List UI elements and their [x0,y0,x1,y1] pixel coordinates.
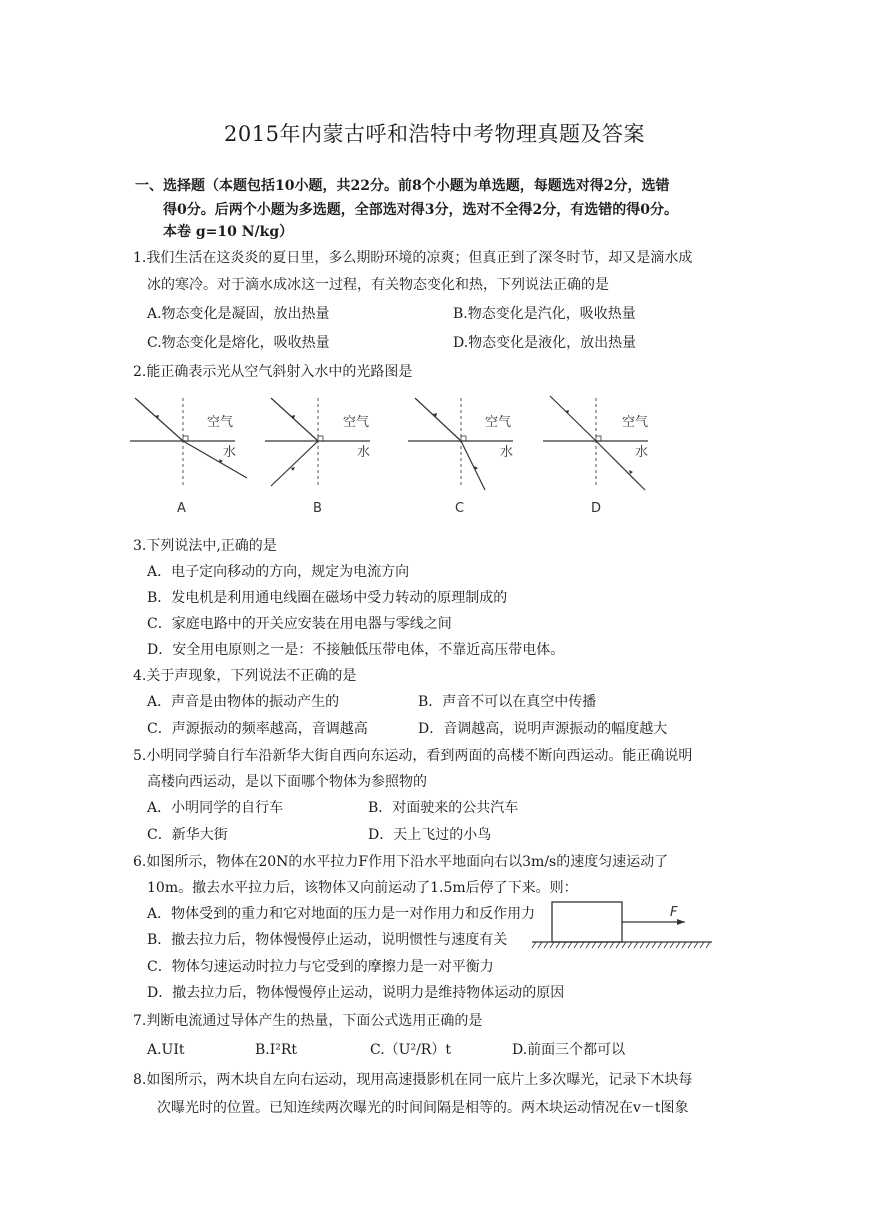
section-header-line-1: 一、选择题（本题包括10小题，共22分。前8个小题为单选题，每题选对得2分，选错 [135,178,670,194]
q6-block-figure [520,896,720,954]
q6-option-d: D．撤去拉力后，物体慢慢停止运动，说明力是维持物体运动的原因 [147,985,565,1001]
q6-stem-line-2: 10m。撤去水平拉力后，该物体又向前运动了1.5m后停了下来。则： [147,880,578,896]
q2-figure-c-air-label: 空气 [485,415,512,430]
q7-option-d: D.前面三个都可以 [512,1042,626,1058]
q6-force-label: F [670,905,678,920]
q7-stem: 7.判断电流通过导体产生的热量，下面公式选用正确的是 [133,1013,483,1029]
q2-figure-a-water-label: 水 [223,445,237,460]
q5-stem-line-2: 高楼向西运动，是以下面哪个物体为参照物的 [147,774,427,790]
q4-stem: 4.关于声现象，下列说法不正确的是 [133,668,357,684]
q2-figure-d-label: D [591,501,602,516]
q7-option-a: A.UIt [147,1042,185,1058]
q2-figure-b-water-label: 水 [357,445,371,460]
q5-stem-line-1: 5.小明同学骑自行车沿新华大街自西向东运动，看到两面的高楼不断向西运动。能正确说明 [133,748,693,764]
q2-figure-c [408,398,513,516]
q2-figure-c-label: C [455,501,465,516]
q1-stem-line-1: 1.我们生活在这炎炎的夏日里，多么期盼环境的凉爽；但真正到了深冬时节，却又是滴水成 [133,250,693,266]
q4-option-a: A．声音是由物体的振动产生的 [147,694,340,710]
q2-figure-a-label: A [177,501,186,516]
q2-figure-b-label: B [313,501,322,516]
q4-option-c: C．声源振动的频率越高，音调越高 [147,721,368,737]
q1-stem-line-2: 冰的寒冷。对于滴水成冰这一过程，有关物态变化和热，下列说法正确的是 [147,277,609,293]
q5-option-c: C．新华大街 [147,827,228,843]
q7-option-c: C.（U²/R）t [370,1042,451,1058]
q3-option-c: C．家庭电路中的开关应安装在用电器与零线之间 [147,616,452,632]
q2-figure-d-air-label: 空气 [622,415,649,430]
page-title: 2015年内蒙古呼和浩特中考物理真题及答案 [224,122,645,146]
q2-figure-d [543,396,648,516]
section-header-line-2: 得0分。后两个小题为多选题，全部选对得3分，选对不全得2分，有选错的得0分。 [163,202,678,218]
q3-option-d: D．安全用电原则之一是：不接触低压带电体，不靠近高压带电体。 [147,642,565,658]
q4-option-b: B．声音不可以在真空中传播 [418,694,597,710]
q2-figure-a-air-label: 空气 [207,415,234,430]
q1-option-a: A.物态变化是凝固，放出热量 [147,306,330,322]
q2-figure-a [130,398,247,516]
q2-figure-b [265,398,370,516]
q2-light-path-figures [125,388,670,518]
q8-stem-line-2: 次曝光时的位置。已知连续两次曝光的时间间隔是相等的。两木块运动情况在v－t图象 [157,1100,689,1116]
q7-option-b: B.I²Rt [255,1042,298,1058]
q8-stem-line-1: 8.如图所示，两木块自左向右运动，现用高速摄影机在同一底片上多次曝光，记录下木块每 [133,1072,693,1088]
q2-stem: 2.能正确表示光从空气斜射入水中的光路图是 [133,364,413,380]
q6-stem-line-1: 6.如图所示，物体在20N的水平拉力F作用下沿水平地面向右以3m/s的速度匀速运动了 [133,854,669,870]
q6-option-c: C．物体匀速运动时拉力与它受到的摩擦力是一对平衡力 [147,959,494,975]
q2-figure-b-air-label: 空气 [343,415,370,430]
q3-option-b: B．发电机是利用通电线圈在磁场中受力转动的原理制成的 [147,590,508,606]
q1-option-b: B.物态变化是汽化，吸收热量 [453,306,636,322]
q5-option-a: A．小明同学的自行车 [147,800,284,816]
section-header-line-3: 本卷 g=10 N/kg） [163,224,294,240]
q5-option-b: B．对面驶来的公共汽车 [368,800,519,816]
q2-figure-d-water-label: 水 [635,445,649,460]
q6-option-b: B．撤去拉力后，物体慢慢停止运动，说明惯性与速度有关 [147,932,508,948]
q6-option-a: A．物体受到的重力和它对地面的压力是一对作用力和反作用力 [147,906,536,922]
q1-option-c: C.物态变化是熔化，吸收热量 [147,335,330,351]
q4-option-d: D．音调越高，说明声源振动的幅度越大 [418,721,668,737]
q5-option-d: D．天上飞过的小鸟 [368,827,492,843]
q3-stem: 3.下列说法中,正确的是 [133,538,277,554]
q3-option-a: A．电子定向移动的方向，规定为电流方向 [147,564,410,580]
q1-option-d: D.物态变化是液化，放出热量 [453,335,637,351]
q2-figure-c-water-label: 水 [500,445,514,460]
